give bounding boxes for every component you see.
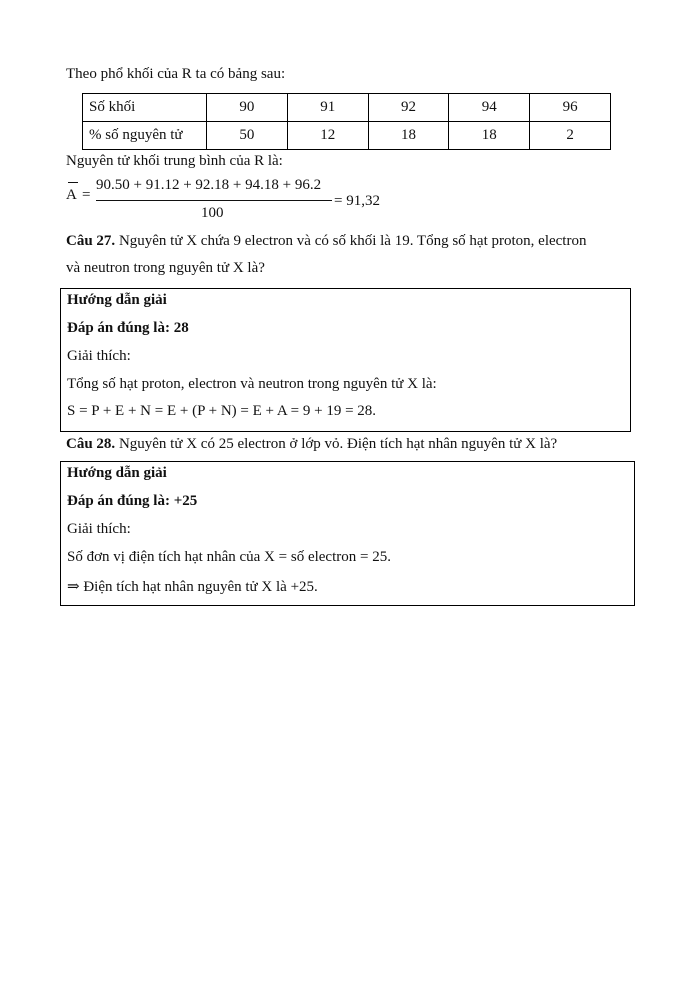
explain-line: Số đơn vị điện tích hạt nhân của X = số electron = 25.	[67, 549, 391, 565]
guide-title: Hướng dẫn giải	[67, 292, 167, 308]
question-27	[66, 228, 636, 282]
formula-numerator: 90.50 + 91.12 + 92.18 + 94.18 + 96.2	[96, 177, 322, 193]
table-cell: 91	[287, 94, 368, 122]
table-cell: 50	[207, 122, 288, 150]
table-cell: 92	[368, 94, 449, 122]
table-row	[83, 94, 611, 122]
question-text-cont: và neutron trong nguyên tử X là?	[66, 260, 265, 276]
table-header-mass: Số khối	[83, 94, 207, 122]
explain-line: Tổng số hạt proton, electron và neutron trong nguyên tử X là:	[67, 376, 437, 392]
question-28	[66, 431, 636, 458]
explain-label: Giải thích:	[67, 348, 131, 364]
explain-line: ⇒ Điện tích hạt nhân nguyên tử X là +25.	[67, 579, 318, 595]
average-mass-formula	[66, 177, 396, 224]
table-cell: 18	[368, 122, 449, 150]
table-cell: 90	[207, 94, 288, 122]
solution-box-27	[60, 288, 631, 432]
question-label: Câu 28.	[66, 436, 116, 452]
intro-text: Theo phổ khối của R ta có bảng sau:	[66, 66, 286, 82]
table-cell: 94	[449, 94, 530, 122]
explain-label: Giải thích:	[67, 521, 131, 537]
table-header-percent: % số nguyên tử	[83, 122, 207, 150]
table-cell: 2	[530, 122, 611, 150]
formula-equals: =	[82, 187, 91, 203]
table-cell: 18	[449, 122, 530, 150]
formula-result: = 91,32	[334, 193, 380, 209]
question-label: Câu 27.	[66, 233, 116, 249]
average-mass-text: Nguyên tử khối trung bình của R là:	[66, 153, 283, 169]
solution-box-28	[60, 461, 635, 606]
formula-lhs: A	[66, 187, 77, 203]
fraction-bar	[96, 200, 332, 201]
table-cell: 12	[287, 122, 368, 150]
question-text: Nguyên tử X có 25 electron ở lớp vỏ. Điện tích hạt nhân nguyên tử X là?	[115, 436, 558, 452]
mass-spectrum-table	[82, 93, 611, 150]
guide-title: Hướng dẫn giải	[67, 465, 167, 481]
question-text: Nguyên tử X chứa 9 electron và có số khối là 19. Tổng số hạt proton, electron	[115, 233, 587, 249]
table-cell: 96	[530, 94, 611, 122]
answer-text: Đáp án đúng là: +25	[67, 493, 198, 509]
table-row	[83, 122, 611, 150]
answer-text: Đáp án đúng là: 28	[67, 320, 189, 336]
overline	[68, 182, 78, 183]
explain-line: S = P + E + N = E + (P + N) = E + A = 9 + 19 = 28.	[67, 403, 377, 419]
formula-denominator: 100	[201, 205, 224, 221]
